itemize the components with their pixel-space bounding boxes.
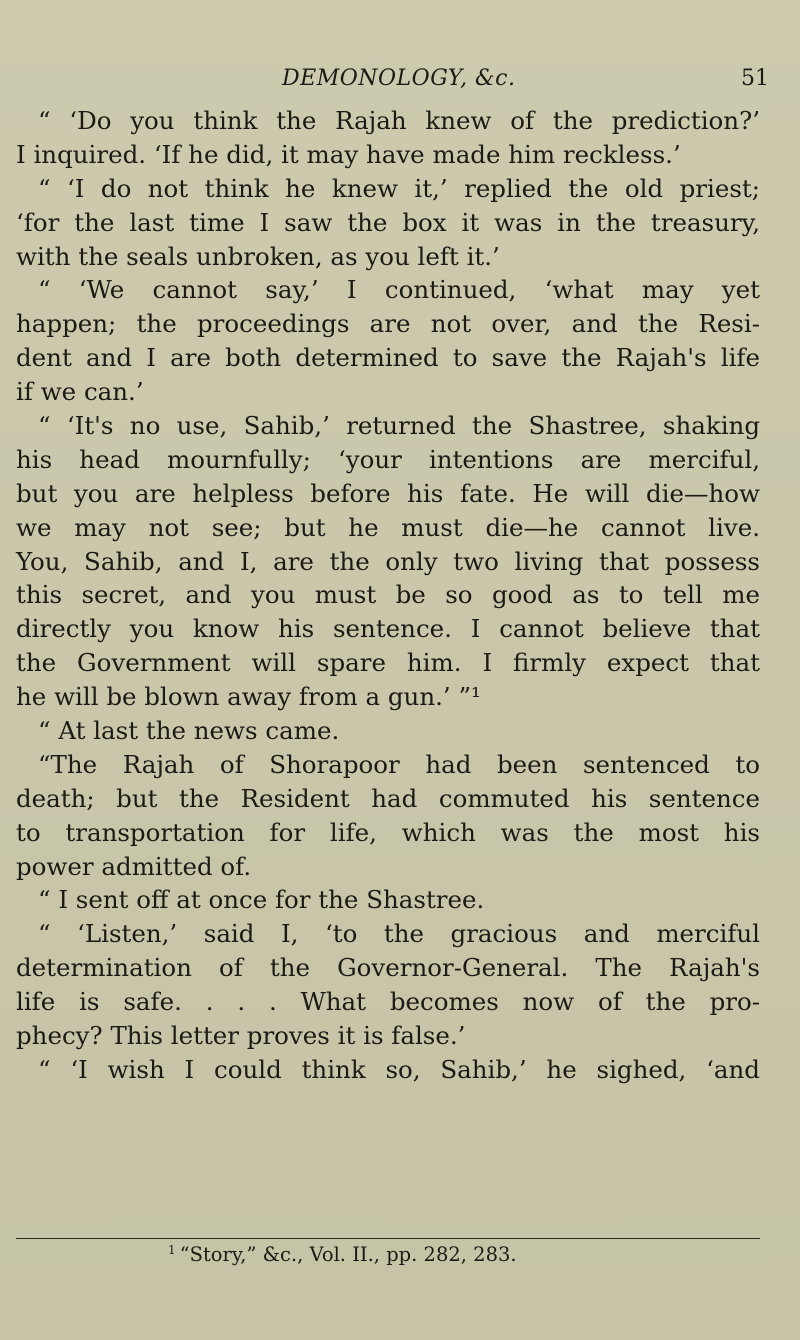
text-line: the Government will spare him. I firmly expect that <box>16 648 760 678</box>
running-title: DEMONOLOGY, &c. <box>282 66 516 91</box>
footnote-text: “Story,” &c., Vol. II., pp. 282, 283. <box>179 1243 517 1266</box>
text-line: happen; the proceedings are not over, and the Resi- <box>16 309 760 339</box>
text-line: “ ‘It's no use, Sahib,’ returned the Shastree, shaking <box>38 411 760 441</box>
text-line: “ At last the news came. <box>38 716 340 746</box>
text-line: “ ‘Do you think the Rajah knew of the prediction?’ <box>38 106 760 135</box>
text-line: “ ‘We cannot say,’ I continued, ‘what may yet <box>38 275 760 305</box>
text-line: power admitted of. <box>16 851 252 881</box>
text-line: but you are helpless before his fate. He will die—how <box>16 478 760 508</box>
text-line: ‘for the last time I saw the box it was in the treasury, <box>16 207 760 237</box>
text-line: I inquired. ‘If he did, it may have made him reckless.’ <box>16 139 681 169</box>
footnote-marker: 1 <box>168 1243 176 1257</box>
text-line: with the seals unbroken, as you left it.’ <box>16 241 500 271</box>
text-line: determination of the Governor-General. The Rajah's <box>16 953 760 983</box>
text-line: his head mournfully; ‘your intentions are merciful, <box>16 444 760 474</box>
text-line: he will be blown away from a gun.’ ”¹ <box>16 682 481 712</box>
text-line: “ ‘I do not think he knew it,’ replied the old priest; <box>38 173 760 203</box>
text-line: life is safe. . . . What becomes now of the pro- <box>16 987 760 1017</box>
footnote-divider <box>16 1238 760 1239</box>
text-line: to transportation for life, which was the most his <box>16 817 760 847</box>
text-line: “The Rajah of Shorapoor had been sentenced to <box>38 749 760 779</box>
text-line: if we can.’ <box>16 377 144 407</box>
text-line: we may not see; but he must die—he cannot live. <box>16 512 760 542</box>
text-line: this secret, and you must be so good as to tell me <box>16 580 760 610</box>
text-line: death; but the Resident had commuted his sentence <box>16 783 760 813</box>
text-line: directly you know his sentence. I cannot believe that <box>16 614 760 644</box>
body-text <box>16 104 760 1087</box>
text-line: “ I sent off at once for the Shastree. <box>38 885 485 915</box>
text-line: You, Sahib, and I, are the only two living that possess <box>16 546 760 576</box>
text-line: dent and I are both determined to save the Rajah's life <box>16 343 760 373</box>
text-line: “ ‘Listen,’ said I, ‘to the gracious and merciful <box>38 919 760 949</box>
text-line: phecy? This letter proves it is false.’ <box>16 1021 466 1051</box>
page-number: 51 <box>741 66 769 91</box>
footnote <box>168 1243 517 1266</box>
text-line: “ ‘I wish I could think so, Sahib,’ he sighed, ‘and <box>38 1054 760 1084</box>
